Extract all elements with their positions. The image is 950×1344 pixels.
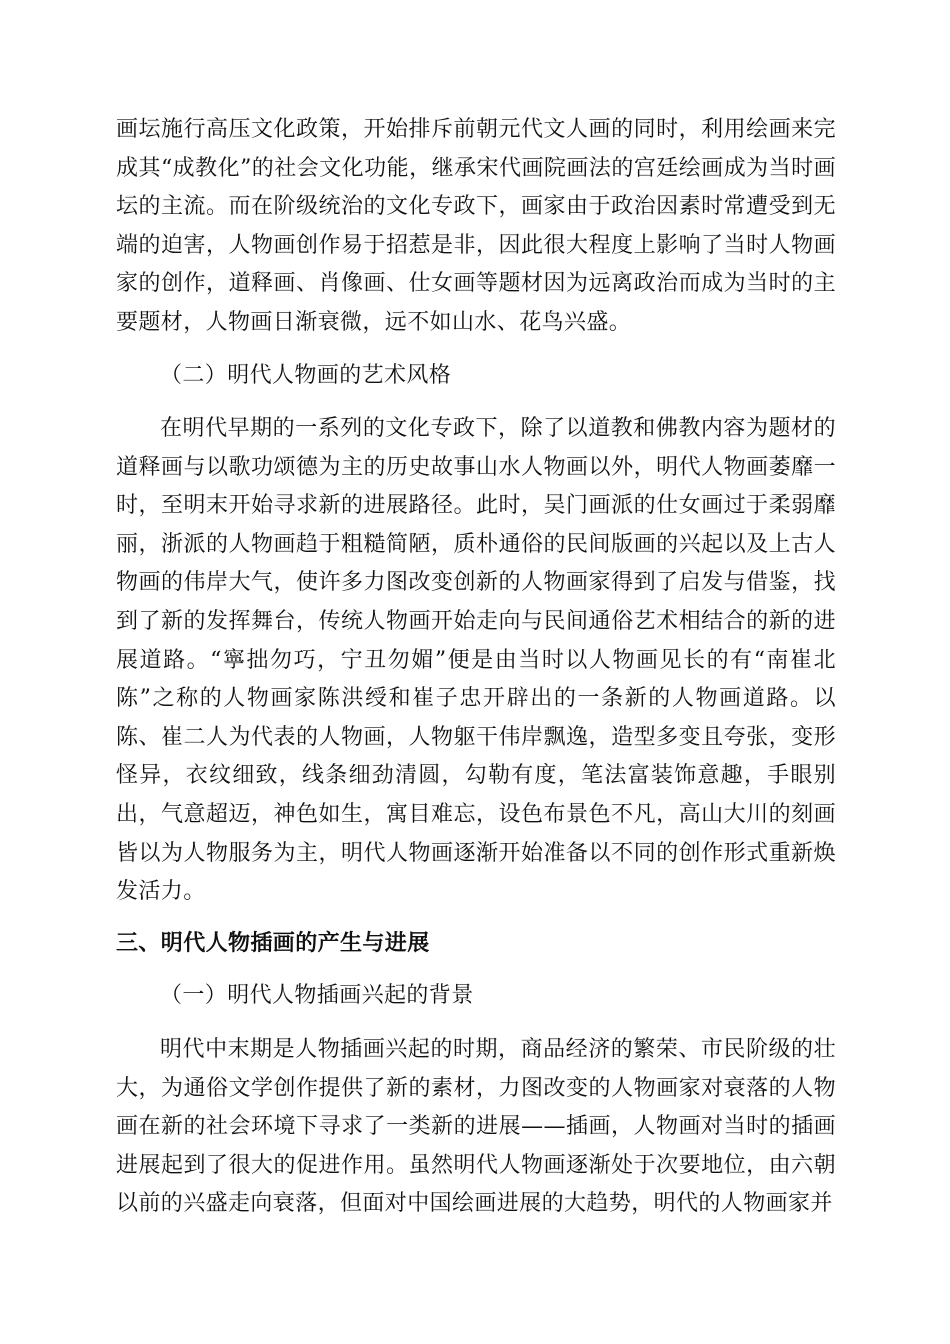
- paragraph-art-style: 在明代早期的一系列的文化专政下，除了以道教和佛教内容为题材的道释画与以歌功颂德为主的历史故事山水人物画以外，明代人物画萎靡一时，至明末开始寻求新的进展路径。此时，吴门画派的仕女画过于柔弱靡丽，浙派的人物画趋于粗糙简陋，质朴通俗的民间版画的兴起以及上古人物画的伟岸大气，使许多力图改变创新的人物画家得到了启发与借鉴，找到了新的发挥舞台，传统人物画开始走向与民间通俗艺术相结合的新的进展道路。“寧拙勿巧，宁丑勿媚”便是由当时以人物画见长的有“南崔北陈”之称的人物画家陈洪绶和崔子忠开辟出的一条新的人物画道路。以陈、崔二人为代表的人物画，人物躯干伟岸飘逸，造型多变且夸张，变形怪异，衣纹细致，线条细劲清圆，勾勒有度，笔法富装饰意趣，手眼别出，气意超迈，神色如生，寓目难忘，设色布景色不凡，高山大川的刻画皆以为人物服务为主，明代人物画逐渐开始准备以不同的创作形式重新焕发活力。: [116, 416, 836, 905]
- subheading-art-style: （二）明代人物画的艺术风格: [160, 363, 452, 388]
- paragraph-continuation: 画坛施行高压文化政策，开始排斥前朝元代文人画的同时，利用绘画来完成其“成教化”的社会文化功能，继承宋代画院画法的宫廷绘画成为当时画坛的主流。而在阶级统治的文化专政下，画家由于政治因素时常遭受到无端的迫害，人物画创作易于招惹是非，因此很大程度上影响了当时人物画家的创作，道释画、肖像画、仕女画等题材因为远离政治而成为当时的主要题材，人物画日渐衰微，远不如山水、花鸟兴盛。: [116, 117, 836, 335]
- subheading-background: （一）明代人物插画兴起的背景: [160, 983, 474, 1008]
- paragraph-background: 明代中末期是人物插画兴起的时期，商品经济的繁荣、市民阶级的壮大，为通俗文学创作提供了新的素材，力图改变的人物画家对衰落的人物画在新的社会环境下寻求了一类新的进展——插画，人物画对当时的插画进展起到了很大的促进作用。虽然明代人物画逐渐处于次要地位，由六朝以前的兴盛走向衰落，但面对中国绘画进展的大趋势，明代的人物画家并: [116, 1037, 836, 1217]
- section-heading-illustration: 三、明代人物插画的产生与进展: [116, 930, 430, 956]
